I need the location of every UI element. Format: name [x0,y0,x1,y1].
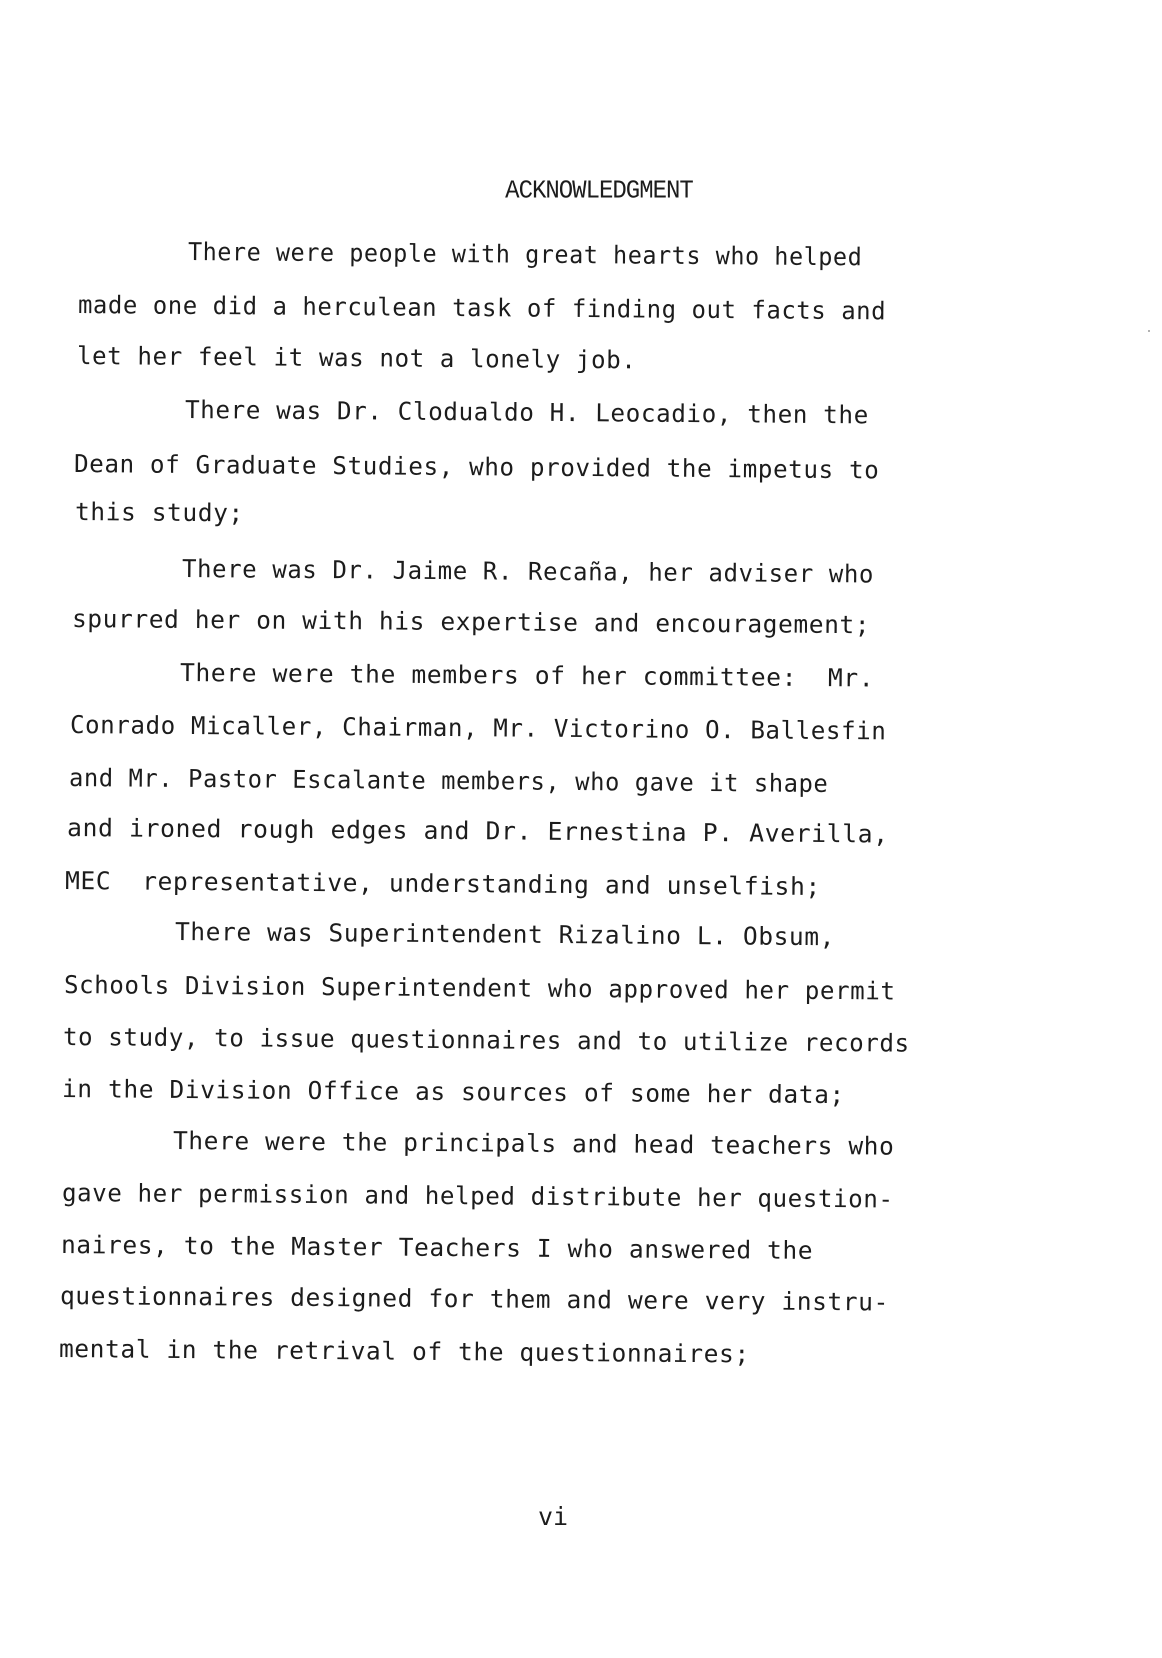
body-line-20: naires, to the Master Teachers I who answered the [60,1230,814,1265]
body-line-10: Conrado Micaller, Chairman, Mr. Victorino O. Ballesfin [69,710,887,746]
body-line-22: mental in the retrival of the questionnaires; [58,1334,750,1369]
body-line-13: MEC representative, understanding and unselfish; [64,866,822,901]
body-line-14: There was Superintendent Rizalino L. Obsum, [174,917,836,952]
body-line-8: spurred her on with his expertise and encouragement; [71,604,871,640]
body-line-21: questionnaires designed for them and were very instru- [59,1281,890,1317]
body-line-17: in the Division Office as sources of some her data; [61,1074,845,1110]
body-line-12: and ironed rough edges and Dr. Ernestina P. Averilla, [66,813,889,849]
scan-speck [1148,330,1150,332]
body-line-6: this study; [74,497,244,528]
body-line-5: Dean of Graduate Studies, who provided the impetus to [73,449,880,485]
body-line-11: and Mr. Pastor Escalante members, who gave it shape [68,763,829,798]
body-line-9: There were the members of her committee: Mr. [179,658,875,693]
body-line-16: to study, to issue questionnaires and to utilize records [62,1022,910,1058]
body-line-19: gave her permission and helped distribute her question- [61,1178,894,1214]
body-line-18: There were the principals and head teachers who [172,1126,895,1161]
page-number: vi [537,1502,569,1531]
body-line-4: There was Dr. Clodualdo H. Leocadio, then the [184,395,869,430]
page-title: ACKNOWLEDGMENT [505,176,693,207]
body-line-1: There were people with great hearts who helped [187,237,863,272]
body-line-7: There was Dr. Jaime R. Recaña, her adviser who [181,554,875,589]
body-line-15: Schools Division Superintendent who approved her permit [63,970,896,1006]
body-line-3: let her feel it was not a lonely job. [76,341,637,375]
body-line-2: made one did a herculean task of finding out facts and [77,290,887,326]
